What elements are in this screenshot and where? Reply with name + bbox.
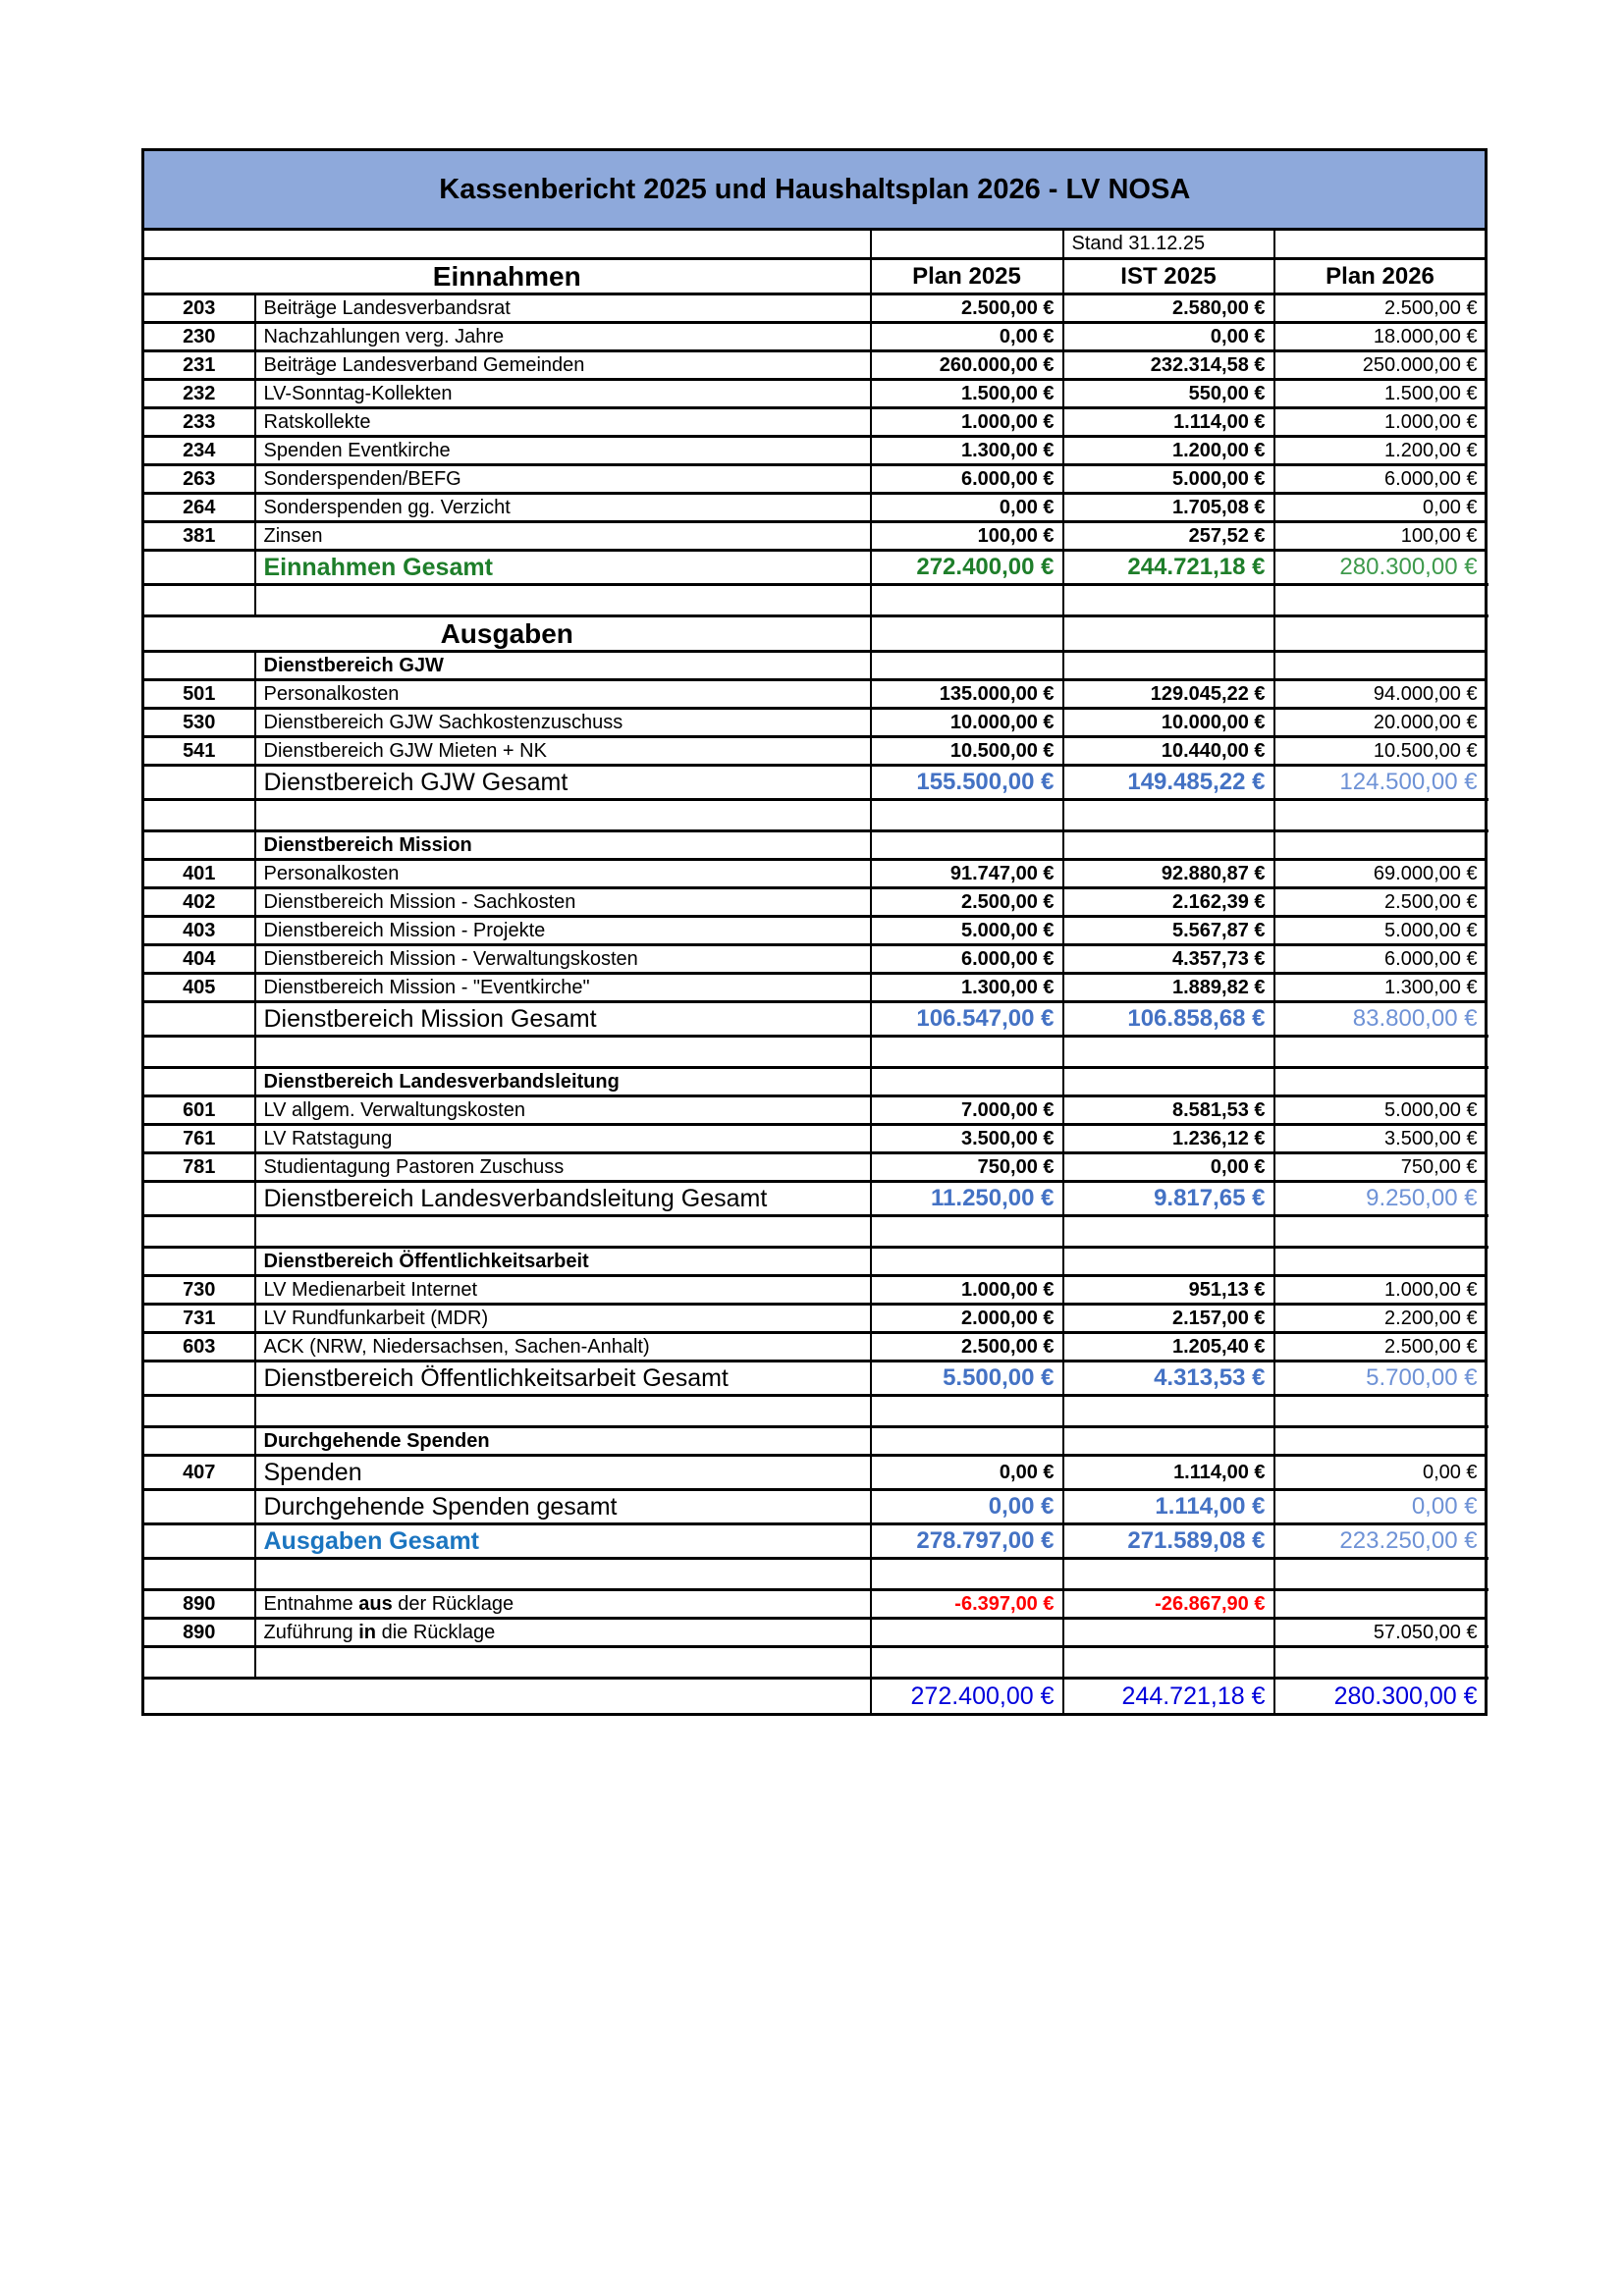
empty-cell bbox=[871, 230, 1063, 259]
empty-cell bbox=[1063, 1396, 1274, 1427]
value-plan2025 bbox=[871, 1068, 1063, 1096]
table-row bbox=[143, 974, 1487, 1002]
value-plan2026 bbox=[1274, 616, 1487, 652]
table-row bbox=[143, 616, 1487, 652]
value-plan2026 bbox=[1274, 831, 1487, 860]
spacer-row bbox=[143, 1396, 1487, 1427]
column-header-plan-2026: Plan 2026 bbox=[1274, 259, 1487, 294]
value-plan2026: 223.250,00 € bbox=[1274, 1524, 1487, 1559]
value-plan2026: 280.300,00 € bbox=[1274, 551, 1487, 585]
value-plan2026: 9.250,00 € bbox=[1274, 1182, 1487, 1216]
empty-cell bbox=[1063, 1559, 1274, 1590]
row-label: Dienstbereich Mission - Projekte bbox=[255, 917, 871, 945]
row-code: 761 bbox=[143, 1125, 255, 1153]
value-ist2025: 257,52 € bbox=[1063, 522, 1274, 551]
row-label bbox=[871, 585, 1063, 616]
empty-cell bbox=[143, 1396, 255, 1427]
table-row bbox=[143, 709, 1487, 737]
value-ist2025 bbox=[1063, 1068, 1274, 1096]
row-label-part: der Rücklage bbox=[392, 1592, 514, 1615]
value-plan2025: -6.397,00 € bbox=[871, 1590, 1063, 1619]
value-plan2025: 10.000,00 € bbox=[871, 709, 1063, 737]
row-label: Dienstbereich Mission Gesamt bbox=[255, 1002, 871, 1037]
value-plan2025: 750,00 € bbox=[871, 1153, 1063, 1182]
column-header-einnahmen: Einnahmen bbox=[143, 259, 871, 294]
row-code: 541 bbox=[143, 737, 255, 766]
value-plan2026 bbox=[1274, 1068, 1487, 1096]
value-plan2026: 20.000,00 € bbox=[1274, 709, 1487, 737]
row-label: Dienstbereich Mission - Sachkosten bbox=[255, 888, 871, 917]
row-code: 234 bbox=[143, 437, 255, 465]
value-plan2026: 69.000,00 € bbox=[1274, 860, 1487, 888]
table-row bbox=[143, 860, 1487, 888]
table-row bbox=[143, 1490, 1487, 1524]
row-code: 203 bbox=[143, 294, 255, 323]
table-row bbox=[143, 494, 1487, 522]
value-ist2025: 244.721,18 € bbox=[1063, 1679, 1274, 1715]
row-code bbox=[143, 766, 255, 800]
table-row bbox=[143, 652, 1487, 680]
row-label: Dienstbereich Landesverbandsleitung bbox=[255, 1068, 871, 1096]
row-label: LV Medienarbeit Internet bbox=[255, 1276, 871, 1305]
row-label: Spenden bbox=[255, 1456, 871, 1490]
row-label bbox=[255, 1619, 871, 1647]
row-label: Dienstbereich Öffentlichkeitsarbeit Gesamt bbox=[255, 1362, 871, 1396]
value-plan2025: 0,00 € bbox=[871, 323, 1063, 351]
value-plan2025: 6.000,00 € bbox=[871, 945, 1063, 974]
row-code: 403 bbox=[143, 917, 255, 945]
table-row bbox=[143, 1096, 1487, 1125]
empty-cell bbox=[1274, 1396, 1487, 1427]
spacer-row bbox=[143, 585, 1487, 616]
value-ist2025: 2.162,39 € bbox=[1063, 888, 1274, 917]
empty-cell bbox=[255, 1037, 871, 1068]
row-code bbox=[143, 652, 255, 680]
value-plan2026: 0,00 € bbox=[1274, 494, 1487, 522]
row-label: Dienstbereich Landesverbandsleitung Gesamt bbox=[255, 1182, 871, 1216]
value-ist2025 bbox=[1063, 1427, 1274, 1456]
empty-cell bbox=[1063, 585, 1274, 616]
value-plan2026: 1.500,00 € bbox=[1274, 380, 1487, 408]
table-row bbox=[143, 1276, 1487, 1305]
value-ist2025: 2.580,00 € bbox=[1063, 294, 1274, 323]
row-code: 264 bbox=[143, 494, 255, 522]
value-plan2025: 1.500,00 € bbox=[871, 380, 1063, 408]
row-code bbox=[143, 1490, 255, 1524]
row-code: 232 bbox=[143, 380, 255, 408]
empty-cell bbox=[1063, 800, 1274, 831]
column-header-ist-2025: IST 2025 bbox=[1063, 259, 1274, 294]
page-title: Kassenbericht 2025 und Haushaltsplan 2026 - LV NOSA bbox=[143, 150, 1487, 230]
value-plan2025: 106.547,00 € bbox=[871, 1002, 1063, 1037]
table-row bbox=[143, 831, 1487, 860]
value-ist2025: 92.880,87 € bbox=[1063, 860, 1274, 888]
row-label: Dienstbereich GJW Sachkostenzuschuss bbox=[255, 709, 871, 737]
value-ist2025 bbox=[1063, 831, 1274, 860]
row-label: Ratskollekte bbox=[255, 408, 871, 437]
value-plan2025: 91.747,00 € bbox=[871, 860, 1063, 888]
row-label: Dienstbereich Mission - "Eventkirche" bbox=[255, 974, 871, 1002]
value-plan2025: 2.500,00 € bbox=[871, 1333, 1063, 1362]
row-code bbox=[143, 1068, 255, 1096]
value-plan2026: 2.500,00 € bbox=[1274, 294, 1487, 323]
row-label-part: aus bbox=[358, 1592, 393, 1615]
table-row bbox=[143, 230, 1487, 259]
value-plan2026: 0,00 € bbox=[1274, 1456, 1487, 1490]
table-row bbox=[143, 380, 1487, 408]
table-row bbox=[143, 1619, 1487, 1647]
row-code: 501 bbox=[143, 680, 255, 709]
row-code bbox=[143, 1248, 255, 1276]
row-code: 233 bbox=[143, 408, 255, 437]
value-ist2025: 5.000,00 € bbox=[1063, 465, 1274, 494]
table-row bbox=[143, 1248, 1487, 1276]
empty-cell bbox=[1274, 1559, 1487, 1590]
row-label: Sonderspenden/BEFG bbox=[255, 465, 871, 494]
empty-cell bbox=[143, 585, 255, 616]
value-ist2025: 244.721,18 € bbox=[1063, 551, 1274, 585]
empty-cell bbox=[1274, 1647, 1487, 1679]
row-code bbox=[143, 1427, 255, 1456]
value-ist2025 bbox=[1063, 1248, 1274, 1276]
table-row bbox=[143, 408, 1487, 437]
row-code: 231 bbox=[143, 351, 255, 380]
row-label: Durchgehende Spenden gesamt bbox=[255, 1490, 871, 1524]
value-plan2025 bbox=[871, 1619, 1063, 1647]
value-plan2025: 2.500,00 € bbox=[871, 294, 1063, 323]
table-row bbox=[143, 766, 1487, 800]
row-label bbox=[871, 1647, 1063, 1679]
value-ist2025 bbox=[1063, 1619, 1274, 1647]
table-header-row bbox=[143, 259, 1487, 294]
row-code: 601 bbox=[143, 1096, 255, 1125]
row-label: Dienstbereich GJW Mieten + NK bbox=[255, 737, 871, 766]
section-title: Ausgaben bbox=[143, 616, 871, 652]
empty-cell bbox=[1274, 230, 1487, 259]
table-row bbox=[143, 1153, 1487, 1182]
table-row bbox=[143, 351, 1487, 380]
empty-cell bbox=[143, 1559, 255, 1590]
value-plan2025: 0,00 € bbox=[871, 1456, 1063, 1490]
value-plan2025: 5.000,00 € bbox=[871, 917, 1063, 945]
row-label: Dienstbereich Öffentlichkeitsarbeit bbox=[255, 1248, 871, 1276]
value-plan2025: 11.250,00 € bbox=[871, 1182, 1063, 1216]
empty-cell bbox=[255, 1647, 871, 1679]
value-plan2025: 3.500,00 € bbox=[871, 1125, 1063, 1153]
row-label: ACK (NRW, Niedersachsen, Sachen-Anhalt) bbox=[255, 1333, 871, 1362]
value-ist2025: 149.485,22 € bbox=[1063, 766, 1274, 800]
value-ist2025: -26.867,90 € bbox=[1063, 1590, 1274, 1619]
value-ist2025 bbox=[1063, 616, 1274, 652]
row-label: Dienstbereich Mission - Verwaltungskosten bbox=[255, 945, 871, 974]
value-ist2025: 1.705,08 € bbox=[1063, 494, 1274, 522]
row-label-part: in bbox=[358, 1621, 377, 1643]
value-ist2025: 1.114,00 € bbox=[1063, 408, 1274, 437]
value-plan2025: 1.300,00 € bbox=[871, 437, 1063, 465]
value-plan2026: 250.000,00 € bbox=[1274, 351, 1487, 380]
spacer-row bbox=[143, 800, 1487, 831]
value-plan2025: 6.000,00 € bbox=[871, 465, 1063, 494]
value-ist2025: 550,00 € bbox=[1063, 380, 1274, 408]
table-row bbox=[143, 1456, 1487, 1490]
table-row bbox=[143, 917, 1487, 945]
empty-cell bbox=[143, 1037, 255, 1068]
table-row bbox=[143, 1182, 1487, 1216]
empty-cell bbox=[1274, 585, 1487, 616]
spacer-row bbox=[143, 1037, 1487, 1068]
value-plan2025: 1.300,00 € bbox=[871, 974, 1063, 1002]
spacer-row bbox=[143, 1647, 1487, 1679]
value-ist2025: 1.114,00 € bbox=[1063, 1456, 1274, 1490]
row-code: 381 bbox=[143, 522, 255, 551]
table-row bbox=[143, 1427, 1487, 1456]
value-plan2026: 6.000,00 € bbox=[1274, 465, 1487, 494]
value-plan2026: 57.050,00 € bbox=[1274, 1619, 1487, 1647]
row-code: 401 bbox=[143, 860, 255, 888]
value-plan2026: 5.000,00 € bbox=[1274, 917, 1487, 945]
row-label: Sonderspenden gg. Verzicht bbox=[255, 494, 871, 522]
value-plan2026: 18.000,00 € bbox=[1274, 323, 1487, 351]
value-plan2026 bbox=[1274, 1248, 1487, 1276]
row-code: 263 bbox=[143, 465, 255, 494]
value-plan2025: 260.000,00 € bbox=[871, 351, 1063, 380]
table-row bbox=[143, 1068, 1487, 1096]
row-code: 603 bbox=[143, 1333, 255, 1362]
empty-cell bbox=[1274, 1037, 1487, 1068]
row-label: LV allgem. Verwaltungskosten bbox=[255, 1096, 871, 1125]
empty-cell bbox=[255, 800, 871, 831]
empty-cell bbox=[1274, 800, 1487, 831]
value-plan2025: 2.500,00 € bbox=[871, 888, 1063, 917]
row-code bbox=[143, 831, 255, 860]
value-ist2025: 0,00 € bbox=[1063, 1153, 1274, 1182]
table-row bbox=[143, 465, 1487, 494]
empty-cell bbox=[143, 230, 871, 259]
value-plan2025 bbox=[871, 831, 1063, 860]
table-row bbox=[143, 1679, 1487, 1715]
value-plan2025: 1.000,00 € bbox=[871, 408, 1063, 437]
value-plan2026 bbox=[1274, 1590, 1487, 1619]
value-ist2025: 129.045,22 € bbox=[1063, 680, 1274, 709]
value-ist2025: 1.200,00 € bbox=[1063, 437, 1274, 465]
row-label bbox=[871, 800, 1063, 831]
value-ist2025: 271.589,08 € bbox=[1063, 1524, 1274, 1559]
row-code bbox=[143, 1524, 255, 1559]
value-plan2026 bbox=[1274, 1427, 1487, 1456]
table-row bbox=[143, 737, 1487, 766]
row-label: Dienstbereich Mission bbox=[255, 831, 871, 860]
value-plan2026: 280.300,00 € bbox=[1274, 1679, 1487, 1715]
value-plan2026: 5.700,00 € bbox=[1274, 1362, 1487, 1396]
row-code bbox=[143, 1182, 255, 1216]
value-ist2025: 4.357,73 € bbox=[1063, 945, 1274, 974]
value-ist2025: 106.858,68 € bbox=[1063, 1002, 1274, 1037]
empty-cell bbox=[255, 585, 871, 616]
value-ist2025: 9.817,65 € bbox=[1063, 1182, 1274, 1216]
row-code: 890 bbox=[143, 1590, 255, 1619]
empty-cell bbox=[1063, 1647, 1274, 1679]
value-plan2026: 1.000,00 € bbox=[1274, 1276, 1487, 1305]
value-plan2026: 83.800,00 € bbox=[1274, 1002, 1487, 1037]
row-label: Personalkosten bbox=[255, 680, 871, 709]
empty-cell bbox=[255, 1559, 871, 1590]
value-plan2026: 94.000,00 € bbox=[1274, 680, 1487, 709]
table-row bbox=[143, 522, 1487, 551]
empty-cell bbox=[1063, 1037, 1274, 1068]
value-plan2026: 0,00 € bbox=[1274, 1490, 1487, 1524]
value-plan2026: 100,00 € bbox=[1274, 522, 1487, 551]
row-label: Studientagung Pastoren Zuschuss bbox=[255, 1153, 871, 1182]
table-row bbox=[143, 150, 1487, 230]
value-plan2025: 272.400,00 € bbox=[871, 551, 1063, 585]
value-ist2025: 1.114,00 € bbox=[1063, 1490, 1274, 1524]
table-row bbox=[143, 323, 1487, 351]
empty-cell bbox=[1274, 1216, 1487, 1248]
row-label: Dienstbereich GJW bbox=[255, 652, 871, 680]
stand-date-label: Stand 31.12.25 bbox=[1063, 230, 1274, 259]
value-plan2025 bbox=[871, 1427, 1063, 1456]
value-ist2025: 10.440,00 € bbox=[1063, 737, 1274, 766]
value-ist2025: 4.313,53 € bbox=[1063, 1362, 1274, 1396]
table-row bbox=[143, 888, 1487, 917]
row-label bbox=[871, 1396, 1063, 1427]
table-row bbox=[143, 1305, 1487, 1333]
row-code: 404 bbox=[143, 945, 255, 974]
row-label: Ausgaben Gesamt bbox=[255, 1524, 871, 1559]
value-plan2025: 155.500,00 € bbox=[871, 766, 1063, 800]
row-code: 781 bbox=[143, 1153, 255, 1182]
row-code: 407 bbox=[143, 1456, 255, 1490]
row-label: LV Rundfunkarbeit (MDR) bbox=[255, 1305, 871, 1333]
row-label-part: Entnahme bbox=[263, 1592, 359, 1615]
spacer-row bbox=[143, 1559, 1487, 1590]
value-plan2026: 750,00 € bbox=[1274, 1153, 1487, 1182]
value-plan2026: 124.500,00 € bbox=[1274, 766, 1487, 800]
value-ist2025: 8.581,53 € bbox=[1063, 1096, 1274, 1125]
value-plan2025 bbox=[871, 1248, 1063, 1276]
value-ist2025: 2.157,00 € bbox=[1063, 1305, 1274, 1333]
row-label-part: die Rücklage bbox=[376, 1621, 496, 1643]
value-plan2026: 10.500,00 € bbox=[1274, 737, 1487, 766]
row-label bbox=[871, 1559, 1063, 1590]
row-code: 530 bbox=[143, 709, 255, 737]
row-code: 890 bbox=[143, 1619, 255, 1647]
empty-cell bbox=[1063, 1216, 1274, 1248]
row-label bbox=[255, 1590, 871, 1619]
value-ist2025 bbox=[1063, 652, 1274, 680]
value-plan2025: 0,00 € bbox=[871, 494, 1063, 522]
table-row bbox=[143, 551, 1487, 585]
row-label: Durchgehende Spenden bbox=[255, 1427, 871, 1456]
row-label bbox=[871, 1216, 1063, 1248]
table-row bbox=[143, 1125, 1487, 1153]
value-plan2025: 278.797,00 € bbox=[871, 1524, 1063, 1559]
value-ist2025: 1.205,40 € bbox=[1063, 1333, 1274, 1362]
value-ist2025: 0,00 € bbox=[1063, 323, 1274, 351]
spacer-row bbox=[143, 1216, 1487, 1248]
value-plan2025: 2.000,00 € bbox=[871, 1305, 1063, 1333]
value-plan2025: 7.000,00 € bbox=[871, 1096, 1063, 1125]
empty-cell bbox=[143, 1679, 871, 1715]
value-plan2026: 5.000,00 € bbox=[1274, 1096, 1487, 1125]
row-code: 730 bbox=[143, 1276, 255, 1305]
value-plan2026 bbox=[1274, 652, 1487, 680]
row-label: Beiträge Landesverbandsrat bbox=[255, 294, 871, 323]
row-code: 230 bbox=[143, 323, 255, 351]
row-label bbox=[871, 1037, 1063, 1068]
table-row bbox=[143, 1002, 1487, 1037]
empty-cell bbox=[143, 1216, 255, 1248]
budget-table bbox=[141, 148, 1488, 1716]
row-label: LV-Sonntag-Kollekten bbox=[255, 380, 871, 408]
value-plan2026: 3.500,00 € bbox=[1274, 1125, 1487, 1153]
value-plan2025: 10.500,00 € bbox=[871, 737, 1063, 766]
row-label: Spenden Eventkirche bbox=[255, 437, 871, 465]
value-plan2025 bbox=[871, 616, 1063, 652]
table-row bbox=[143, 294, 1487, 323]
value-ist2025: 232.314,58 € bbox=[1063, 351, 1274, 380]
row-label: LV Ratstagung bbox=[255, 1125, 871, 1153]
table-row bbox=[143, 1362, 1487, 1396]
value-plan2025: 5.500,00 € bbox=[871, 1362, 1063, 1396]
row-code: 731 bbox=[143, 1305, 255, 1333]
row-label-part: Zuführung bbox=[263, 1621, 359, 1643]
row-label: Nachzahlungen verg. Jahre bbox=[255, 323, 871, 351]
value-plan2026: 6.000,00 € bbox=[1274, 945, 1487, 974]
value-ist2025: 951,13 € bbox=[1063, 1276, 1274, 1305]
value-ist2025: 5.567,87 € bbox=[1063, 917, 1274, 945]
table-row bbox=[143, 680, 1487, 709]
value-plan2025: 272.400,00 € bbox=[871, 1679, 1063, 1715]
value-plan2026: 2.500,00 € bbox=[1274, 888, 1487, 917]
row-code bbox=[143, 551, 255, 585]
value-ist2025: 10.000,00 € bbox=[1063, 709, 1274, 737]
table-row bbox=[143, 437, 1487, 465]
value-plan2025: 135.000,00 € bbox=[871, 680, 1063, 709]
value-plan2026: 2.500,00 € bbox=[1274, 1333, 1487, 1362]
row-label: Zinsen bbox=[255, 522, 871, 551]
value-ist2025: 1.236,12 € bbox=[1063, 1125, 1274, 1153]
row-code: 405 bbox=[143, 974, 255, 1002]
value-plan2025 bbox=[871, 652, 1063, 680]
table-row bbox=[143, 1524, 1487, 1559]
row-label: Dienstbereich GJW Gesamt bbox=[255, 766, 871, 800]
value-plan2026: 2.200,00 € bbox=[1274, 1305, 1487, 1333]
row-code bbox=[143, 1002, 255, 1037]
empty-cell bbox=[255, 1396, 871, 1427]
table-row bbox=[143, 1590, 1487, 1619]
value-ist2025: 1.889,82 € bbox=[1063, 974, 1274, 1002]
column-header-plan-2025: Plan 2025 bbox=[871, 259, 1063, 294]
empty-cell bbox=[255, 1216, 871, 1248]
value-plan2026: 1.300,00 € bbox=[1274, 974, 1487, 1002]
empty-cell bbox=[143, 1647, 255, 1679]
empty-cell bbox=[143, 800, 255, 831]
row-label: Personalkosten bbox=[255, 860, 871, 888]
value-plan2026: 1.200,00 € bbox=[1274, 437, 1487, 465]
row-code bbox=[143, 1362, 255, 1396]
row-label: Beiträge Landesverband Gemeinden bbox=[255, 351, 871, 380]
table-row bbox=[143, 1333, 1487, 1362]
value-plan2025: 100,00 € bbox=[871, 522, 1063, 551]
value-plan2026: 1.000,00 € bbox=[1274, 408, 1487, 437]
table-row bbox=[143, 945, 1487, 974]
value-plan2025: 1.000,00 € bbox=[871, 1276, 1063, 1305]
value-plan2025: 0,00 € bbox=[871, 1490, 1063, 1524]
row-label: Einnahmen Gesamt bbox=[255, 551, 871, 585]
row-code: 402 bbox=[143, 888, 255, 917]
